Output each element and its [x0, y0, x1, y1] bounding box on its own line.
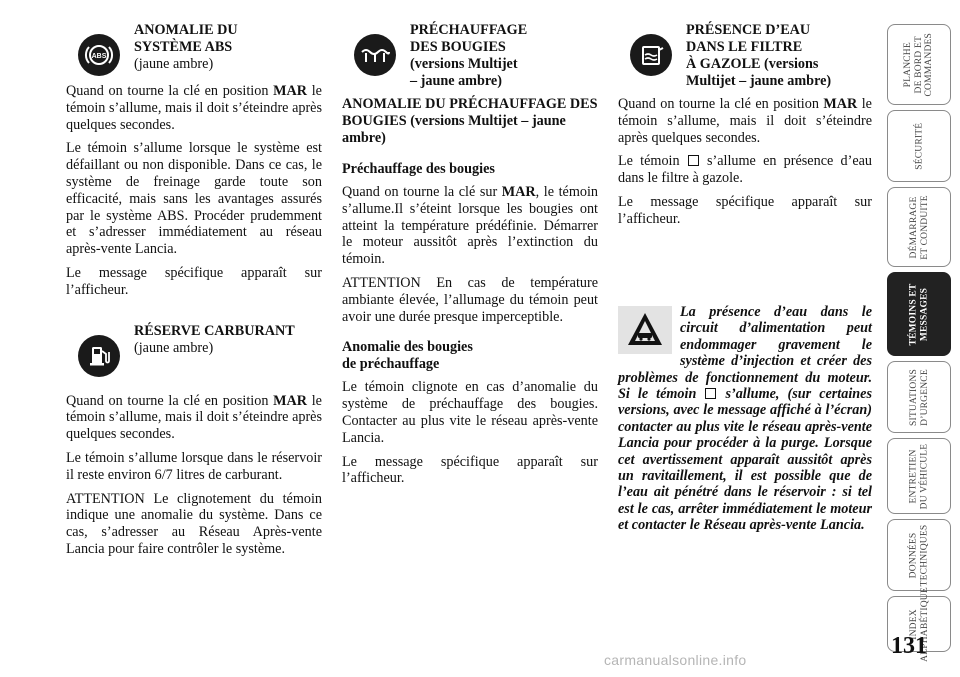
fuel-title-color: (jaune ambre) — [134, 339, 214, 356]
tab-planche-de-bord[interactable]: PLANCHE DE BORD ET COMMANDES — [887, 24, 951, 105]
column-glow-plugs — [342, 22, 598, 487]
water-fuel-section-header — [618, 22, 872, 90]
glow-plug-paragraph: ATTENTION En cas de température ambiante élevée, l’allumage du témoin peut avoir une durée presque imperceptible. — [342, 274, 598, 325]
column-water-in-fuel — [618, 22, 872, 228]
abs-paragraph: Le message spécifique apparaît sur l’afficheur. — [66, 264, 322, 298]
tab-demarrage[interactable]: DÉMARRAGE ET CONDUITE — [887, 187, 951, 267]
watermark: carmanualsonline.info — [604, 652, 747, 668]
abs-section-header — [66, 22, 322, 76]
water-fuel-title: Multijet – jaune ambre) — [686, 73, 832, 89]
fuel-pump-icon — [78, 335, 120, 377]
glow-plug-section-header — [342, 22, 598, 90]
abs-title: SYSTÈME ABS — [134, 39, 233, 55]
glow-plug-subheading: Préchauffage des bougies — [342, 161, 495, 177]
glow-plug-title: – jaune ambre) — [410, 73, 502, 89]
water-fuel-title: PRÉSENCE D’EAU — [686, 22, 811, 38]
tab-temoins-et-messages[interactable]: TÉMOINS ET MESSAGES — [887, 272, 951, 356]
water-in-fuel-filter-icon — [630, 34, 672, 76]
abs-title: ANOMALIE DU — [134, 22, 238, 38]
glow-plug-paragraph: Le message spécifique apparaît sur l’afficheur. — [342, 453, 598, 487]
glow-plug-icon — [354, 34, 396, 76]
glow-plug-anomaly-heading: ANOMALIE DU PRÉCHAUFFAGE DES BOUGIES (versions Multijet – jaune ambre) — [342, 96, 598, 146]
fuel-paragraph: Quand on tourne la clé en position MAR le témoin s’allume, mais il doit s’éteindre après quelques secondes. — [66, 392, 322, 443]
glow-plug-title: DES BOUGIES — [410, 39, 506, 55]
abs-title-color: (jaune ambre) — [134, 56, 214, 72]
fuel-paragraph: ATTENTION Le clignotement du témoin indique une anomalie du système. Dans ce cas, s’adresser au Réseau Après-vente Lancia pour faire contrôler le système. — [66, 490, 322, 557]
abs-paragraph: Le témoin s’allume lorsque le système est défaillant ou non disponible. Dans ce cas, le système de freinage garde toute son efficacité, mais sans les avantages assurés par le système ABS. Procéder prudemment et s’adresser immédiatement au réseau après-vente Lancia. — [66, 140, 322, 258]
water-in-fuel-inline-icon — [688, 155, 699, 166]
water-fuel-paragraph: Le message spécifique apparaît sur l’afficheur. — [618, 193, 872, 227]
glow-plug-title: PRÉCHAUFFAGE — [410, 22, 528, 38]
glow-plug-title: (versions Multijet — [410, 56, 518, 72]
warning-triangle-icon — [618, 306, 672, 354]
abs-warning-icon — [78, 34, 120, 76]
svg-text:ABS: ABS — [91, 53, 107, 60]
water-fuel-title: À GAZOLE (versions — [686, 56, 819, 72]
warning-text: La présence d’eau dans le circuit d’alimentation peut endommager gravement le système d’injection et créer des problèmes de fonctionnement du moteur. Si le témoin s’allume, (sur certaines versions, avec le message affiché à l’écran) contacter au plus vite le réseau après-vente Lancia pour procéder à la purge. Lorsque cet avertissement apparaît aussitôt après un ravitaillement, il est possible que de l’eau ait pénétré dans le réservoir : si tel est le cas, arrêter immédiatement le moteur et contacter le Réseau après-vente Lancia. — [618, 304, 872, 534]
water-fuel-paragraph: Quand on tourne la clé en position MAR le témoin s’allume, mais il doit s’éteindre après quelques secondes. — [618, 96, 872, 146]
fuel-title: RÉSERVE CARBURANT — [134, 322, 295, 339]
water-fuel-title: DANS LE FILTRE — [686, 39, 803, 55]
water-in-fuel-inline-icon — [705, 388, 716, 399]
fuel-section-header — [66, 323, 322, 377]
abs-paragraph: Quand on tourne la clé en position MAR le témoin s’allume, mais il doit s’éteindre après quelques secondes. — [66, 83, 322, 133]
tab-situations-urgence[interactable]: SITUATIONS D’URGENCE — [887, 361, 951, 433]
glow-plug-paragraph: Quand on tourne la clé sur MAR, le témoin s’allume.Il s’éteint lorsque les bougies ont atteint la température prédéfinie. Démarrer le moteur aussitôt après l’extinction du témoin. — [342, 184, 598, 268]
glow-plug-paragraph: Le témoin clignote en cas d’anomalie du système de préchauffage des bougies. Contacter au plus vite le réseau après-vente Lancia. — [342, 379, 598, 446]
tab-donnees-techniques[interactable]: DONNÉES TECHNIQUES — [887, 519, 951, 591]
page-number: 131 — [891, 633, 927, 659]
tab-securite[interactable]: SÉCURITÉ — [887, 110, 951, 182]
glow-plug-anomaly-subheading: Anomalie des bougies de préchauffage — [342, 339, 473, 373]
fuel-paragraph: Le témoin s’allume lorsque dans le réservoir il reste environ 6/7 litres de carburant. — [66, 449, 322, 483]
water-fuel-paragraph: Le témoin s’allume en présence d’eau dans le filtre à gazole. — [618, 153, 873, 187]
warning-note — [618, 304, 872, 534]
column-abs-fuel — [66, 22, 322, 558]
tab-index[interactable]: INDEX ALPHABÉTIQUE — [887, 596, 951, 652]
tab-entretien[interactable]: ENTRETIEN DU VÉHICULE — [887, 438, 951, 514]
